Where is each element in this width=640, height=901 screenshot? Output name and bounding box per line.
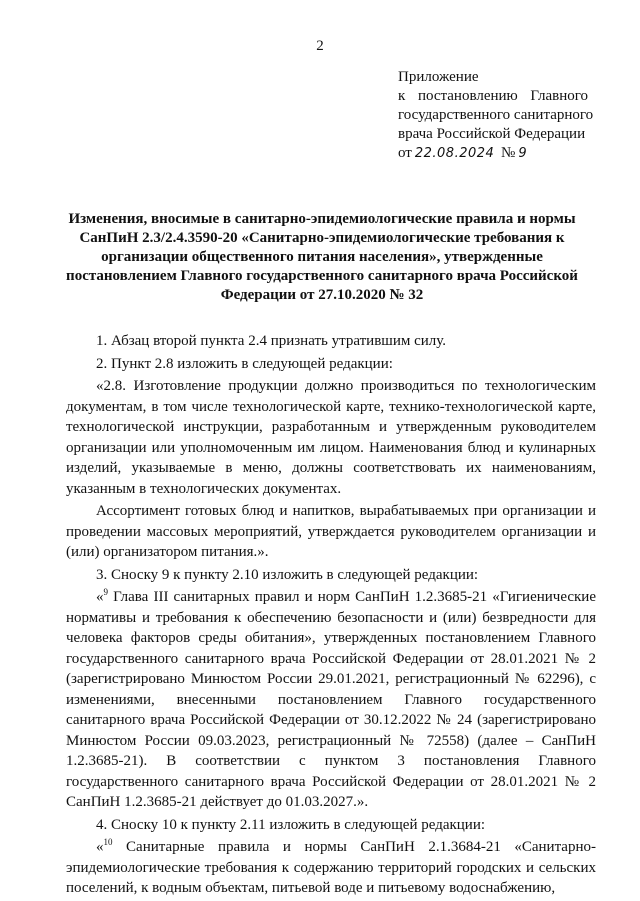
- footnote-mark: 10: [103, 837, 113, 847]
- footnote-9-text: [66, 587, 596, 813]
- appendix-block: [398, 68, 594, 163]
- footnote-mark: 9: [103, 587, 108, 597]
- footnote-body: Глава III санитарных правил и норм СанПиН 1.2.3685-21 «Гигиенические нормативы и требования к обеспечению безопасности и (или) безвредности для человека факторов среды обитания», утвержденных постановлением Главного государственного санитарного врача Российской Федерации от 28.01.2021 № 2 (зарегистрировано Минюстом России 29.01.2021, регистрационный № 62296), с изменениями, внесенными постановлением Главного государственного санитарного врача Российской Федерации от 30.12.2022 № 24 (зарегистрировано Минюстом России 09.03.2023, регистрационный № 72558) (далее – СанПиН 1.2.3685-21). В соответствии с пунктом 3 постановления Главного государственного санитарного врача Российской Федерации от 28.01.2021 № 2 СанПиН 1.2.3685-21 действует до 01.03.2027.».: [66, 589, 596, 810]
- document-body: [66, 331, 596, 901]
- footnote-body: Санитарные правила и нормы СанПиН 2.1.3684-21 «Санитарно-эпидемиологические требования к содержанию территорий городских и сельских поселений, к водным объектам, питьевой воде и питьевому водоснабжению,: [66, 839, 596, 896]
- appendix-line-3: государственного санитарного: [398, 107, 594, 123]
- footnote-10-text: [66, 837, 596, 899]
- appendix-word: Главного: [530, 88, 588, 104]
- handwritten-date: 22.08.2024: [414, 146, 495, 161]
- date-prefix: от: [398, 145, 412, 161]
- paragraph-assortment: Ассортимент готовых блюд и напитков, вырабатываемых при организации и проведении массовых мероприятий, утверждается руководителем организации и (или) организатором питания.».: [66, 503, 596, 560]
- appendix-line-4: врача Российской Федерации: [398, 126, 586, 142]
- paragraph-2-8-text: «2.8. Изготовление продукции должно производиться по технологическим документам, в том числе технологической карте, технико-технологической карте, технологической инструкции, разработанным и утвержденным руководителем организации или уполномоченным им лицом. Наименования блюд и кулинарных изделий, указываемые в меню, должны соответствовать их наименованиям, указанным в технологических документах.: [66, 378, 596, 497]
- open-quote: «: [96, 839, 104, 855]
- appendix-word: постановлению: [417, 88, 518, 104]
- paragraph-item-2: 2. Пункт 2.8 изложить в следующей редакции:: [96, 355, 393, 372]
- paragraph-item-3: 3. Сноску 9 к пункту 2.10 изложить в следующей редакции:: [96, 566, 479, 583]
- paragraph-item-4: 4. Сноску 10 к пункту 2.11 изложить в следующей редакции:: [96, 816, 486, 833]
- open-quote: «: [96, 589, 104, 605]
- paragraph-item-1: 1. Абзац второй пункта 2.4 признать утратившим силу.: [96, 333, 447, 349]
- appendix-line-2: [398, 87, 588, 106]
- appendix-date-line: [398, 144, 588, 163]
- appendix-heading: Приложение: [398, 69, 479, 85]
- page-number: 2: [316, 38, 324, 54]
- number-prefix: №: [501, 145, 516, 161]
- document-title: Изменения, вносимые в санитарно-эпидемиологические правила и нормы СанПиН 2.3/2.4.3590-20 «Санитарно-эпидемиологические требования к организации общественного питания населения», утвержденные постановлением Главного государственного санитарного врача Российской Федерации от 27.10.2020 № 32: [66, 211, 578, 303]
- appendix-word: к: [398, 88, 406, 104]
- handwritten-number: 9: [518, 146, 528, 161]
